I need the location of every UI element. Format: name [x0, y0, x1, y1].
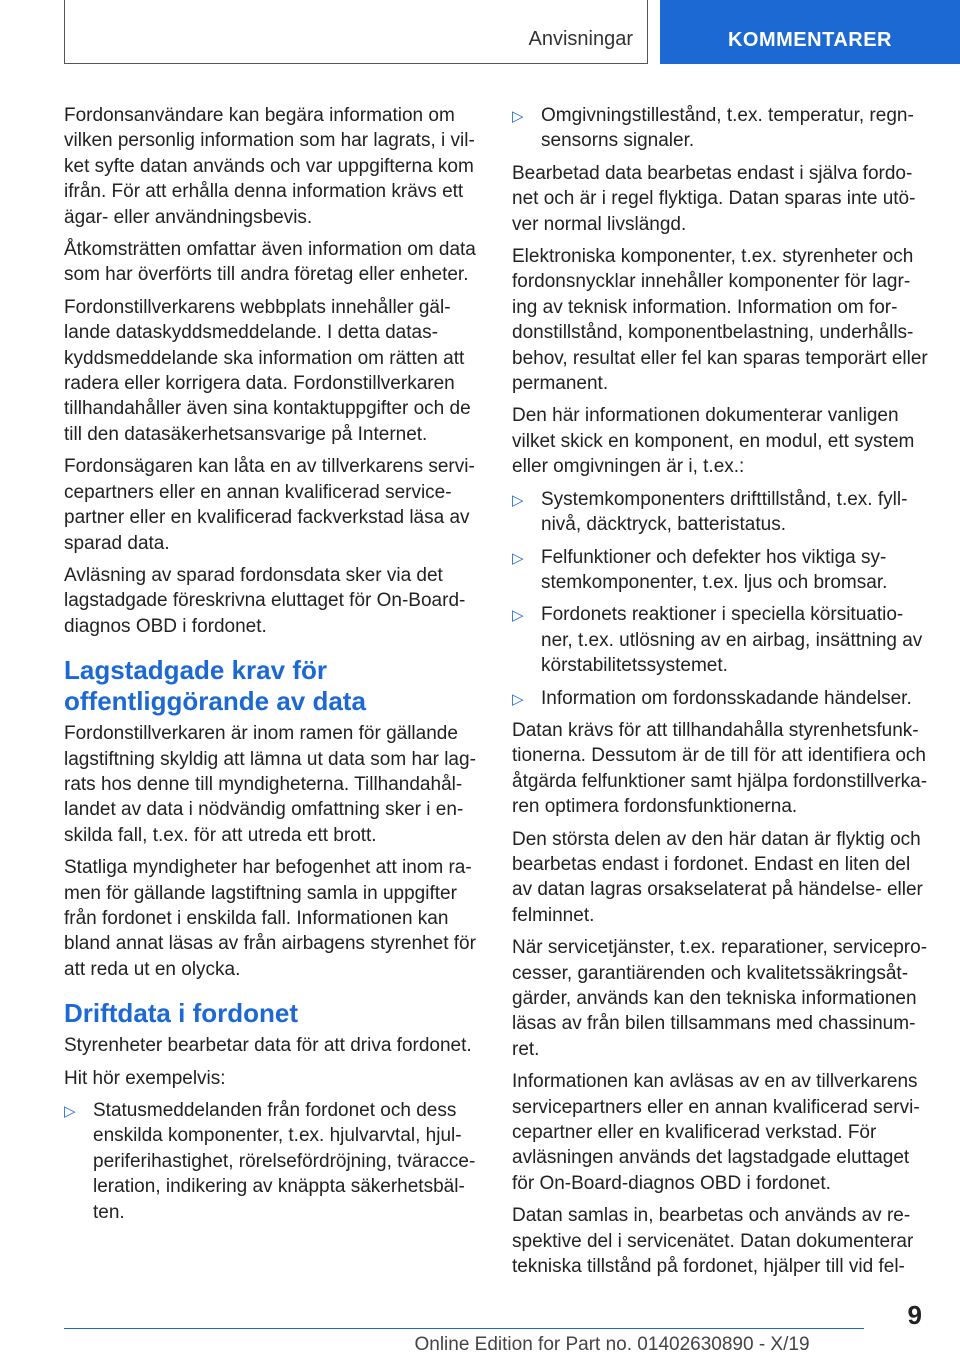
paragraph: Bearbetad data bearbetas endast i själva fordonet och är i regel flyktiga. Datan sparas inte utöver normal livslängd. — [512, 162, 916, 235]
footer-text: Online Edition for Part no. 01402630890 - X/19 — [414, 1334, 810, 1355]
list-item-text: Information om fordonsskadande händelser. — [541, 687, 912, 709]
right-column — [512, 103, 928, 1286]
triangle-bullet-icon: ▷ — [512, 690, 524, 708]
paragraph: Styrenheter bearbetar data för att driva fordonet. — [64, 1035, 472, 1057]
triangle-bullet-icon: ▷ — [64, 1103, 76, 1120]
list-item-text: Omgivningstillestånd, t.ex. temperatur, regnsensorns signaler. — [541, 105, 914, 152]
left-column — [64, 103, 478, 1232]
tab-kommentarer[interactable] — [660, 0, 960, 64]
bullet-list — [512, 103, 928, 154]
paragraph: Den här informationen dokumenterar vanligen vilket skick en komponent, en modul, ett system eller omgivningen är i, t.ex.: — [512, 405, 915, 478]
bullet-list — [64, 1098, 478, 1225]
triangle-bullet-icon: ▷ — [512, 549, 524, 567]
list-item-text: Felfunktioner och defekter hos viktiga systemkomponenter, t.ex. ljus och bromsar. — [541, 546, 888, 593]
paragraph: Fordonstillverkarens webbplats innehåller gällande dataskyddsmeddelande. I detta dataskyddsmeddelande ska information om rätten att radera eller korrigera data. Fordonstillverkaren tillhandahåller även sina kontaktuppgifter och de till den datasäkerhetsansvarige på Internet. — [64, 296, 471, 445]
list-item-text: Fordonets reaktioner i speciella körsituationer, t.ex. utlösning av en airbag, insättning av körstabilitetssystemet. — [541, 604, 923, 677]
list-item-text: Statusmeddelanden från fordonet och dess enskilda komponenter, t.ex. hjulvarvtal, hjulperiferihastighet, rörelsefördröjning, tväracceleration, indikering av knäppta säkerhetsbälten. — [93, 1100, 476, 1223]
list-item-text: Systemkomponenters drifttillstånd, t.ex. fyllnivå, däcktryck, batteristatus. — [541, 488, 908, 536]
section-heading: Lagstadgade krav för offentliggörande av data — [64, 655, 366, 717]
footer-divider — [64, 1328, 864, 1329]
list-item — [512, 602, 928, 678]
section-heading: Driftdata i fordonet — [64, 998, 298, 1029]
tab-anvisningar-label: Anvisningar — [528, 28, 633, 50]
list-item — [512, 545, 928, 596]
list-item — [512, 103, 928, 154]
paragraph: Fordonsägaren kan låta en av tillverkarens servicepartners eller en annan kvalificerad servicepartner eller en kvalificerad fackverkstad läsa av sparad data. — [64, 456, 475, 554]
paragraph: Den största delen av den här datan är flyktig och bearbetas endast i fordonet. Endast en liten del av datan lagras orsakselaterat på händelse- eller felminnet. — [512, 828, 923, 926]
paragraph: Fordonsanvändare kan begära information om vilken personlig information som har lagrats, i vilket syfte datan används och var uppgifterna kom ifrån. För att erhålla denna information krävs ett ägar- eller användningsbevis. — [64, 105, 475, 228]
paragraph: Hit hör exempelvis: — [64, 1067, 226, 1089]
paragraph: Elektroniska komponenter, t.ex. styrenheter och fordonsnycklar innehåller komponenter för lagring av teknisk information. Information om fordonstillstånd, komponentbelastning, underhållsbehov, resultat eller fel kan sparas temporärt eller permanent. — [512, 246, 928, 395]
paragraph: Statliga myndigheter har befogenhet att inom ramen för gällande lagstiftning samla in uppgifter från fordonet i enskilda fall. Informationen kan bland annat läsas av från airbagens styrenhet för att reda ut en olycka. — [64, 857, 476, 980]
triangle-bullet-icon: ▷ — [512, 607, 524, 625]
page-header — [64, 0, 960, 66]
triangle-bullet-icon: ▷ — [512, 108, 524, 125]
list-item — [64, 1098, 478, 1225]
paragraph: Informationen kan avläsas av en av tillverkarens servicepartners eller en annan kvalificerad servicepartner eller en kvalificerad verkstad. För avläsningen används det lagstadgade eluttaget för On-Board-diagnos OBD i fordonet. — [512, 1071, 920, 1194]
page-number: 9 — [907, 1300, 922, 1330]
bullet-list — [512, 487, 928, 711]
tab-kommentarer-label: KOMMENTARER — [727, 29, 892, 51]
paragraph: När servicetjänster, t.ex. reparationer, serviceprocesser, garantiärenden och kvalitetssäkringsåtgärder, används kan den tekniska informationen läsas av från bilen tillsammans med chassinumret. — [512, 937, 928, 1060]
paragraph: Fordonstillverkaren är inom ramen för gällande lagstiftning skyldig att lämna ut data som har lagrats hos denne till myndigheterna. Tillhandahållandet av data i nödvändig omfattning sker i enskilda fall, t.ex. för att utreda ett brott. — [64, 723, 476, 846]
paragraph: Åtkomsträtten omfattar även information om data som har överförts till andra företag eller enheter. — [64, 239, 476, 286]
list-item — [512, 686, 928, 711]
paragraph: Datan krävs för att tillhandahålla styrenhetsfunktionerna. Dessutom är de till för att identifiera och åtgärda felfunktioner samt hjälpa fordonstillverkaren optimera fordonsfunktionerna. — [512, 719, 928, 818]
triangle-bullet-icon: ▷ — [512, 491, 524, 509]
paragraph: Datan samlas in, bearbetas och används av respektive del i servicenätet. Datan dokumenterar tekniska tillstånd på fordonet, hjälper till vid fel- — [512, 1205, 914, 1278]
paragraph: Avläsning av sparad fordonsdata sker via det lagstadgade föreskrivna eluttaget för On-Board-diagnos OBD i fordonet. — [64, 564, 466, 637]
list-item — [512, 487, 928, 538]
tab-anvisningar[interactable] — [64, 0, 648, 64]
